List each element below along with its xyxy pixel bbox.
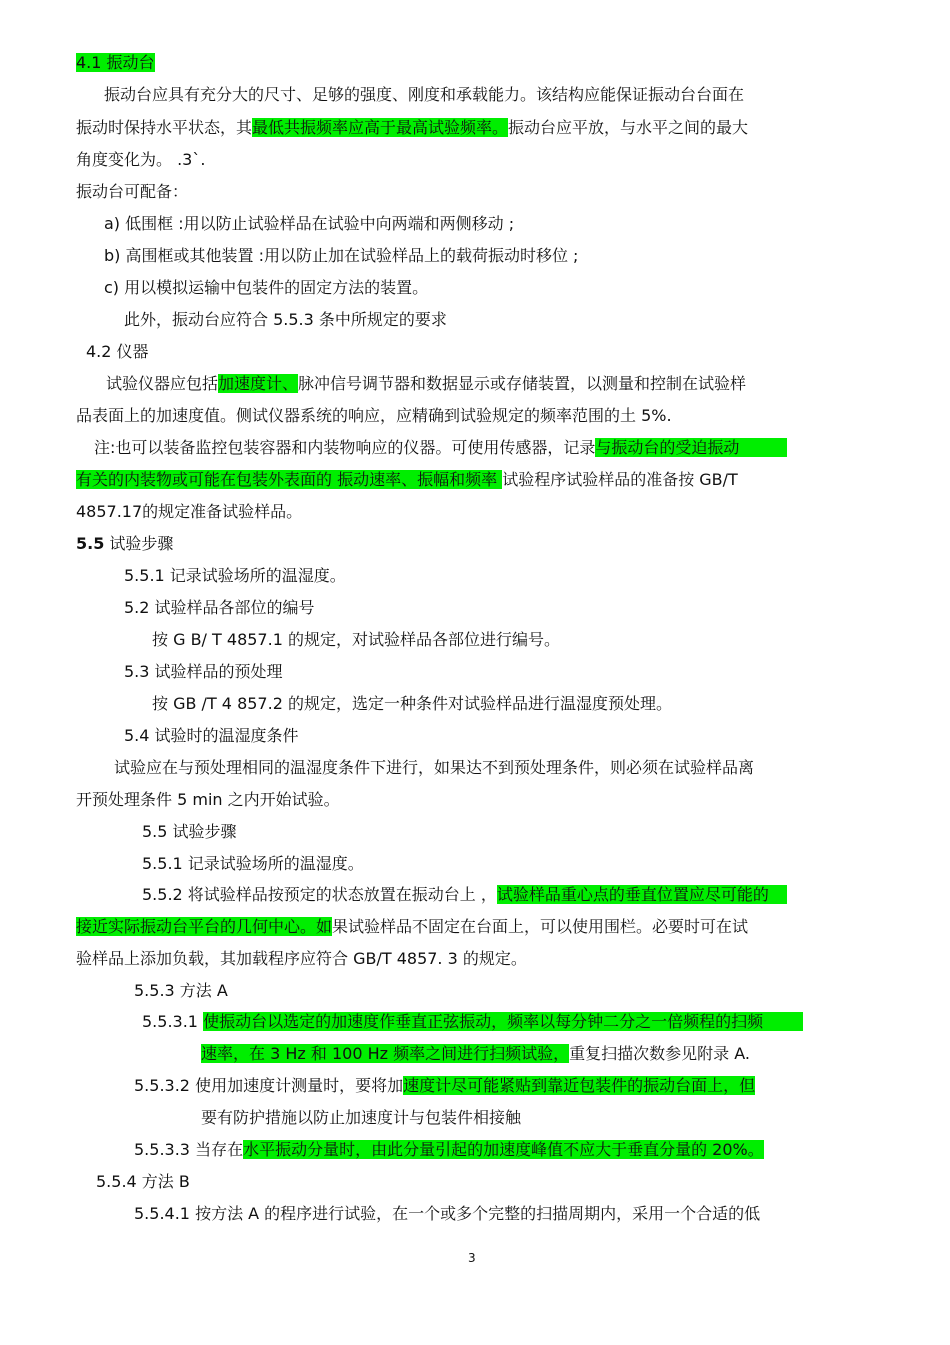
step-5-5-3-2-line-2: 要有防护措施以防止加速度计与包装件相接触 bbox=[201, 1108, 522, 1127]
step-5-5-3-1-line-2 bbox=[201, 1043, 750, 1065]
step-5-5-1-repeat: 5.5.1 记录试验场所的温湿度。 bbox=[142, 854, 364, 873]
paragraph-4-2-line-1 bbox=[106, 373, 746, 395]
step-5-5-4-1: 5.5.4.1 按方法 A 的程序进行试验，在一个或多个完整的扫描周期内，采用一个合适的低 bbox=[134, 1204, 761, 1223]
text: 重复扫描次数参见附录 A. bbox=[569, 1044, 750, 1063]
text: 试验仪器应包括 bbox=[106, 374, 219, 393]
highlighted-text: 与振动台的受迫振动 bbox=[595, 438, 787, 457]
text: 振动台应平放，与水平之间的最大 bbox=[508, 118, 749, 137]
text: 试验程序试验样品的准备按 GB/T bbox=[502, 470, 738, 489]
text: 脉冲信号调节器和数据显示或存储装置，以测量和控制在试验样 bbox=[298, 374, 747, 393]
step-number: 5.5.3.1 bbox=[142, 1012, 204, 1031]
paragraph-4-1-line-1: 振动台应具有充分大的尺寸、足够的强度、刚度和承载能力。该结构应能保证振动台台面在 bbox=[104, 85, 745, 104]
section-5-5-heading bbox=[76, 533, 173, 555]
highlighted-text: 使振动台以选定的加速度作垂直正弦振动，频率以每分钟二分之一倍频程的扫频 bbox=[203, 1012, 803, 1031]
paragraph-4-1-line-3: 角度变化为。 .3`. bbox=[76, 150, 206, 169]
also-requirement: 此外，振动台应符合 5.5.3 条中所规定的要求 bbox=[124, 310, 447, 329]
note-line-2 bbox=[76, 469, 738, 491]
step-5-2-heading: 5.2 试验样品各部位的编号 bbox=[124, 598, 315, 617]
section-4-2-heading: 4.2 仪器 bbox=[86, 342, 149, 361]
highlighted-text: 最低共振频率应高于最高试验频率。 bbox=[252, 118, 509, 137]
step-5-5-2-line-1 bbox=[142, 884, 787, 906]
highlighted-text: 有关的内装物或可能在包装外表面的 振动速率、振幅和频率 bbox=[76, 470, 503, 489]
section-4-1-heading bbox=[76, 52, 155, 74]
step-5-5-3-1-line-1 bbox=[142, 1011, 803, 1033]
text: 果试验样品不固定在台面上，可以使用围栏。必要时可在试 bbox=[332, 917, 749, 936]
step-5-2-body: 按 G B/ T 4857.1 的规定，对试验样品各部位进行编号。 bbox=[152, 630, 560, 649]
step-5-3-body: 按 GB /T 4 857.2 的规定，选定一种条件对试验样品进行温湿度预处理。 bbox=[152, 694, 672, 713]
highlighted-text: 试验样品重心点的垂直位置应尽可能的 bbox=[497, 885, 787, 904]
list-item-c: c) 用以模拟运输中包装件的固定方法的装置。 bbox=[104, 278, 429, 297]
paragraph-4-2-line-2: 品表面上的加速度值。侧试仪器系统的响应，应精确到试验规定的频率范围的土 5%. bbox=[76, 406, 672, 425]
step-5-5-3-3 bbox=[134, 1139, 764, 1161]
step-5-5-2-line-3: 验样品上添加负载，其加载程序应符合 GB/T 4857. 3 的规定。 bbox=[76, 949, 527, 968]
section-5-5-repeat-heading: 5.5 试验步骤 bbox=[142, 822, 237, 841]
text: 注:也可以装备监控包装容器和内装物响应的仪器。可使用传感器，记录 bbox=[94, 438, 596, 457]
step-5-4-body-line-2: 开预处理条件 5 min 之内开始试验。 bbox=[76, 790, 340, 809]
highlighted-text: 加速度计、 bbox=[218, 374, 299, 393]
step-5-3-heading: 5.3 试验样品的预处理 bbox=[124, 662, 283, 681]
step-5-5-1: 5.5.1 记录试验场所的温湿度。 bbox=[124, 566, 346, 585]
method-b-heading: 5.5.4 方法 B bbox=[96, 1172, 190, 1191]
paragraph-4-1-line-2 bbox=[76, 117, 748, 139]
highlighted-text: 水平振动分量时，由此分量引起的加速度峰值不应大于垂直分量的 20%。 bbox=[243, 1140, 764, 1159]
step-5-5-2-line-2 bbox=[76, 916, 748, 938]
section-title: 试验步骤 bbox=[104, 534, 174, 553]
list-item-a: a) 低围框 :用以防止试验样品在试验中向两端和两侧移动 ; bbox=[104, 214, 515, 233]
section-number: 5.5 bbox=[76, 534, 105, 553]
note-line-1 bbox=[94, 437, 787, 459]
note-line-3: 4857.17的规定准备试验样品。 bbox=[76, 502, 303, 521]
text: 5.5.3.2 使用加速度计测量时，要将加 bbox=[134, 1076, 404, 1095]
method-a-heading: 5.5.3 方法 A bbox=[134, 981, 228, 1000]
list-item-b: b) 高围框或其他装置 :用以防止加在试验样品上的载荷振动时移位 ; bbox=[104, 246, 579, 265]
highlighted-text: 接近实际振动台平台的几何中心。如 bbox=[76, 917, 333, 936]
step-5-4-heading: 5.4 试验时的温湿度条件 bbox=[124, 726, 299, 745]
equipment-intro: 振动台可配备： bbox=[76, 182, 189, 201]
text: 5.5.3.3 当存在 bbox=[134, 1140, 244, 1159]
step-5-5-3-2-line-1 bbox=[134, 1075, 755, 1097]
text: 5.5.2 将试验样品按预定的状态放置在振动台上 ， bbox=[142, 885, 497, 904]
section-4-1-heading-text: 4.1 振动台 bbox=[76, 53, 155, 72]
step-5-4-body-line-1: 试验应在与预处理相同的温湿度条件下进行，如果达不到预处理条件，则必须在试验样品离 bbox=[114, 758, 755, 777]
text: 振动时保持水平状态，其 bbox=[76, 118, 253, 137]
page-number: 3 bbox=[468, 1251, 476, 1265]
highlighted-text: 速度计尽可能紧贴到靠近包装件的振动台面上，但 bbox=[403, 1076, 756, 1095]
highlighted-text: 速率，在 3 Hz 和 100 Hz 频率之间进行扫频试验， bbox=[201, 1044, 570, 1063]
